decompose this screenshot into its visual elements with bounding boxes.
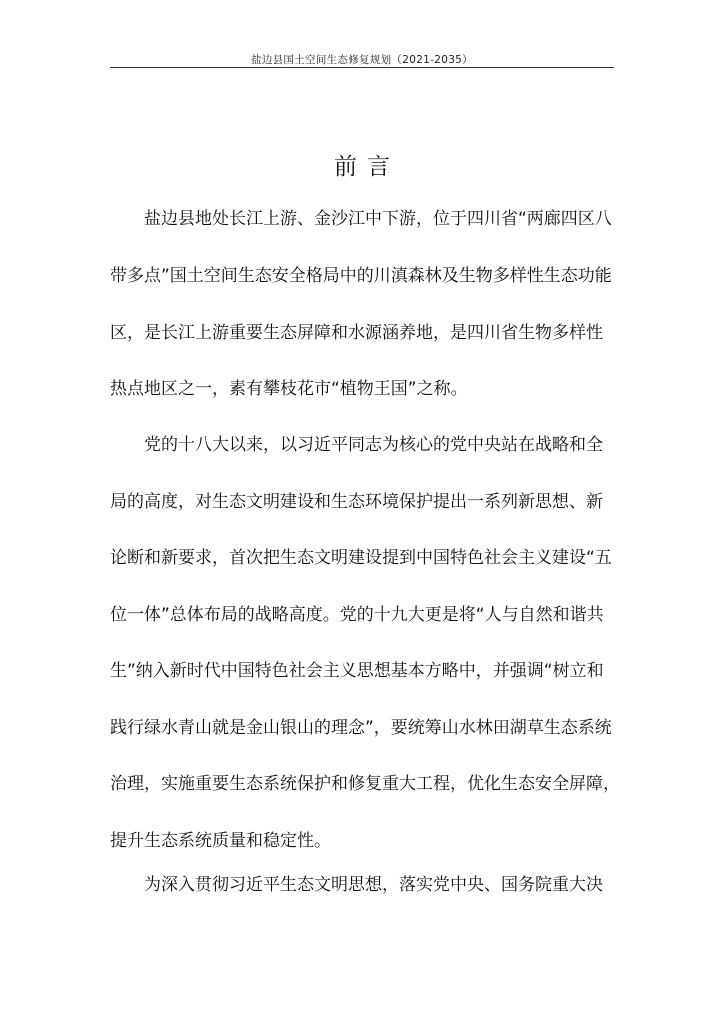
paragraph-line: 党的十八大以来，以习近平同志为核心的党中央站在战略和全: [144, 435, 603, 455]
paragraph-line: 治理，实施重要生态系统保护和修复重大工程，优化生态安全屏障，: [110, 774, 620, 794]
paragraph-line: 热点地区之一，素有攀枝花市“植物王国”之称。: [110, 379, 468, 399]
paragraph-line: 带多点”国土空间生态安全格局中的川滇森林及生物多样性生态功能: [110, 266, 612, 286]
paragraph-line: 践行绿水青山就是金山银山的理念”，要统筹山水林田湖草生态系统: [110, 718, 612, 738]
section-title: 前言: [334, 154, 400, 180]
header-divider: [110, 67, 614, 68]
paragraph-line: 论断和新要求，首次把生态文明建设提到中国特色社会主义建设“五: [110, 548, 612, 568]
paragraph-line: 区，是长江上游重要生态屏障和水源涵养地，是四川省生物多样性: [110, 323, 603, 343]
running-header: 盐边县国土空间生态修复规划（2021-2035）: [251, 54, 473, 66]
paragraph-line: 生”纳入新时代中国特色社会主义思想基本方略中，并强调“树立和: [110, 661, 604, 681]
paragraph-line: 提升生态系统质量和稳定性。: [110, 831, 331, 851]
paragraph-line: 局的高度，对生态文明建设和生态环境保护提出一系列新思想、新: [110, 492, 603, 512]
paragraph-line: 为深入贯彻习近平生态文明思想，落实党中央、国务院重大决: [144, 875, 603, 895]
paragraph-line: 盐边县地处长江上游、金沙江中下游，位于四川省“两廊四区八: [144, 209, 612, 229]
paragraph-line: 位一体”总体布局的战略高度。党的十九大更是将“人与自然和谐共: [110, 605, 604, 625]
